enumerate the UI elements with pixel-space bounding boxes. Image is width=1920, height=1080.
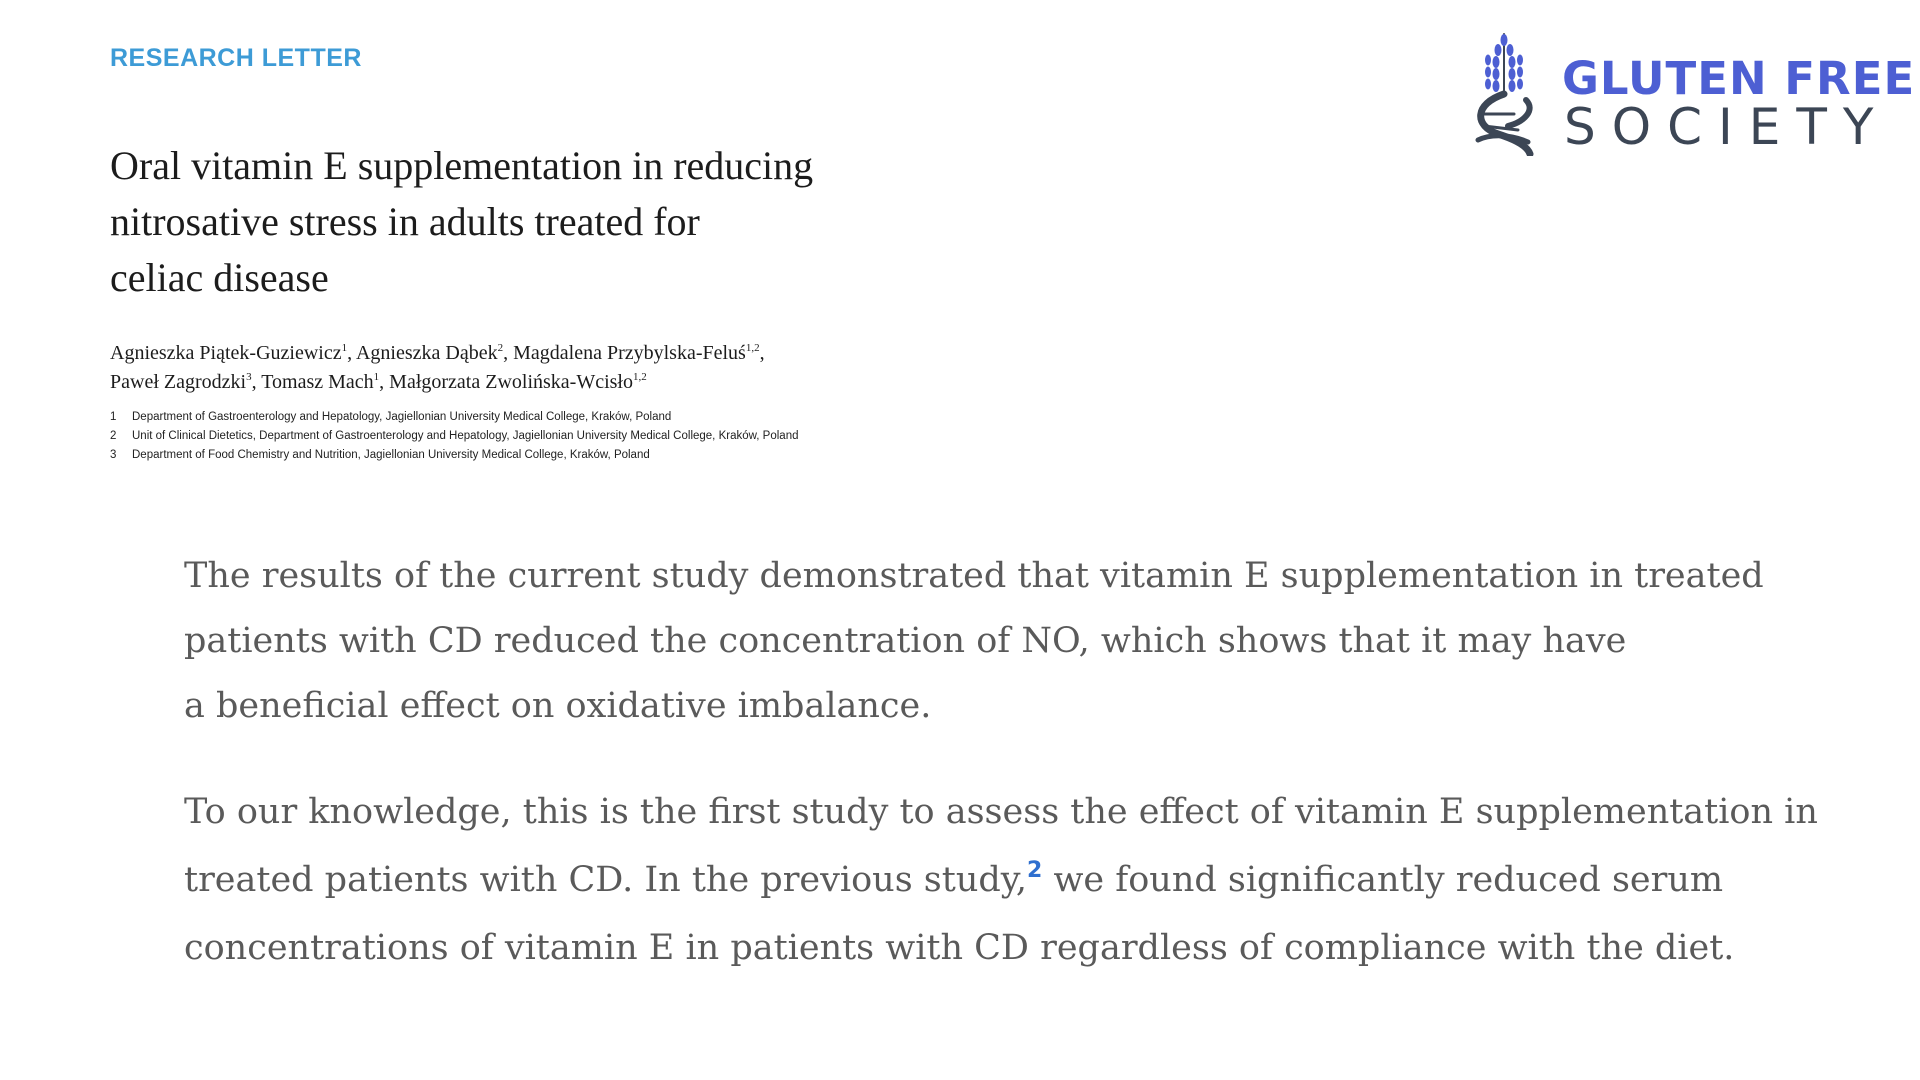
author-name: Tomasz Mach <box>261 371 374 393</box>
author-separator: , <box>379 371 390 393</box>
affiliation-number: 2 <box>110 430 117 442</box>
affiliation-item <box>110 446 798 465</box>
author-separator: , <box>251 371 262 393</box>
author-separator: , <box>759 342 765 364</box>
author-affiliation-ref: 1,2 <box>745 342 760 354</box>
author-name: Paweł Zagrodzki <box>110 371 247 393</box>
affiliation-item <box>110 427 798 446</box>
author-line <box>110 339 1010 368</box>
title-line: celiac disease <box>110 255 329 300</box>
quote-line: The results of the current study demonstrated that vitamin E supplementation in treated <box>184 556 1764 596</box>
wheat-dna-icon <box>1468 30 1540 156</box>
quote-line: a beneficial effect on oxidative imbalance. <box>184 686 932 726</box>
author-separator: , <box>347 342 356 364</box>
author-affiliation-ref: 1 <box>373 371 380 383</box>
citation-link[interactable]: 2 <box>1027 858 1043 883</box>
author-name: Małgorzata Zwolińska-Wcisło <box>389 371 633 393</box>
logo-text-primary: GLUTEN FREE <box>1562 52 1916 105</box>
title-line: Oral vitamin E supplementation in reducing <box>110 143 814 188</box>
author-line <box>110 368 1010 397</box>
author-affiliation-ref: 1,2 <box>632 371 647 383</box>
quote-line <box>184 846 1884 914</box>
author-list <box>110 339 1010 397</box>
affiliation-number: 3 <box>110 449 117 461</box>
author-separator: , <box>503 342 514 364</box>
article-title <box>110 138 1010 306</box>
logo-text-secondary: SOCIETY <box>1564 98 1890 156</box>
quote-line: concentrations of vitamin E in patients with CD regardless of compliance with the diet. <box>184 928 1735 968</box>
affiliation-text: Department of Food Chemistry and Nutrition, Jagiellonian University Medical College, Kraków, Poland <box>132 449 650 461</box>
affiliation-item <box>110 408 798 427</box>
affiliation-text: Department of Gastroenterology and Hepatology, Jagiellonian University Medical College, Kraków, Poland <box>132 411 672 423</box>
quote-line: To our knowledge, this is the first study to assess the effect of vitamin E supplementation in <box>184 792 1818 832</box>
quote-line: patients with CD reduced the concentration of NO, which shows that it may have <box>184 621 1627 661</box>
author-affiliation-ref: 1 <box>341 342 348 354</box>
author-affiliation-ref: 3 <box>246 371 252 383</box>
author-affiliation-ref: 2 <box>497 342 504 354</box>
affiliation-list <box>110 408 798 465</box>
quote-paragraph <box>184 544 1884 739</box>
affiliation-number: 1 <box>110 411 117 423</box>
affiliation-text: Unit of Clinical Dietetics, Department of Gastroenterology and Hepatology, Jagiellonian University Medical College, Kraków, Poland <box>132 430 799 442</box>
title-line: nitrosative stress in adults treated for <box>110 199 700 244</box>
quote-text: we found significantly reduced serum <box>1042 860 1724 900</box>
quote-paragraph <box>184 778 1884 982</box>
quote-text: treated patients with CD. In the previous study, <box>184 860 1028 900</box>
author-name: Agnieszka Dąbek <box>355 342 498 364</box>
gluten-free-society-logo <box>1468 30 1916 160</box>
author-name: Magdalena Przybylska-Feluś <box>513 342 746 364</box>
section-label: RESEARCH LETTER <box>110 44 362 72</box>
author-name: Agnieszka Piątek-Guziewicz <box>110 342 342 364</box>
